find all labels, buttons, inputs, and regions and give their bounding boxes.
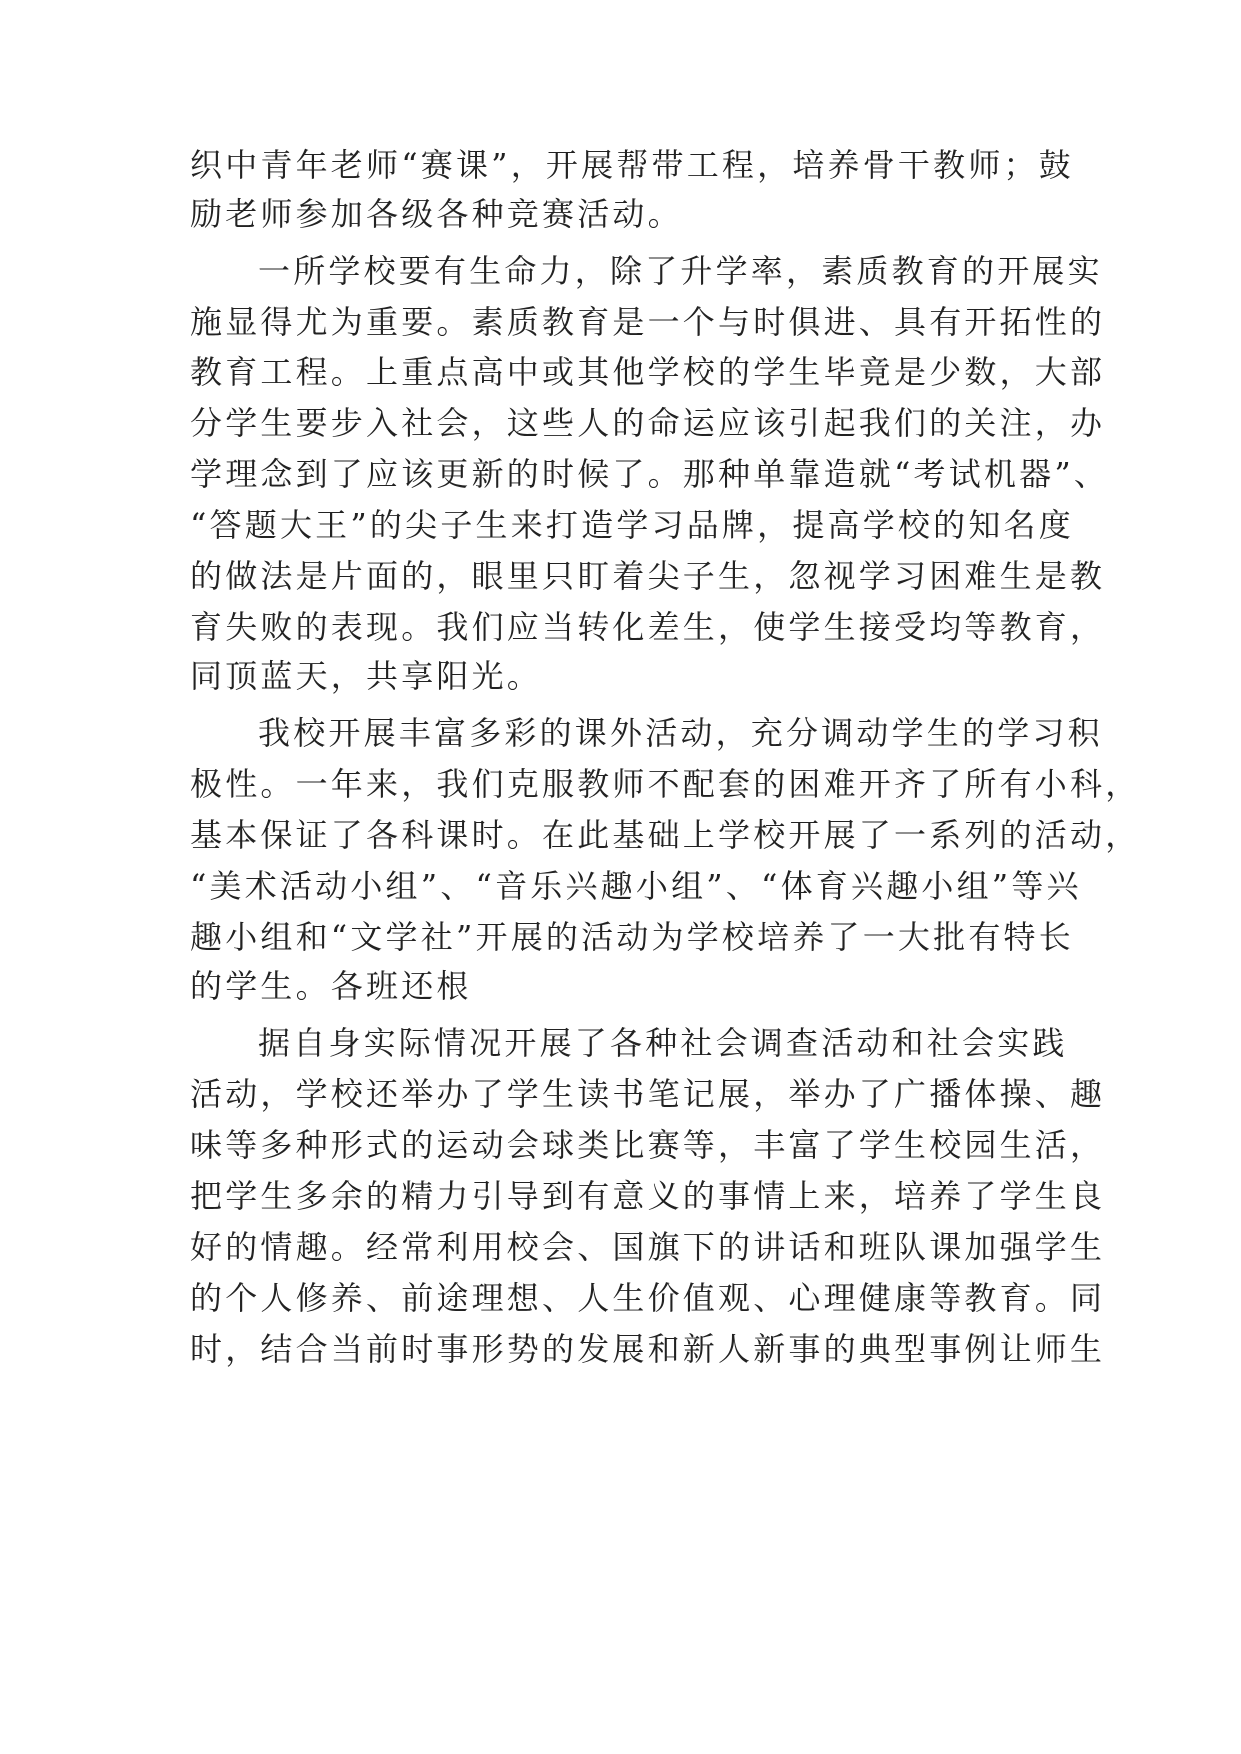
text-line: 育失败的表现。我们应当转化差生，使学生接受均等教育， <box>190 608 1106 646</box>
text-line: 的学生。各班还根 <box>190 967 472 1005</box>
text-line: 基本保证了各科课时。在此基础上学校开展了一系列的活动， <box>190 816 1141 854</box>
text-line: 教育工程。上重点高中或其他学校的学生毕竟是少数，大部 <box>190 353 1106 391</box>
text-line: 好的情趣。经常利用校会、国旗下的讲话和班队课加强学生 <box>190 1228 1106 1266</box>
paragraph-first-line: 一所学校要有生命力，除了升学率，素质教育的开展实 <box>258 252 1103 290</box>
text-line: 极性。一年来，我们克服教师不配套的困难开齐了所有小科， <box>190 765 1141 803</box>
text-line: 同顶蓝天，共享阳光。 <box>190 657 543 695</box>
text-line: 织中青年老师“赛课”，开展帮带工程，培养骨干教师；鼓 <box>190 146 1074 184</box>
paragraph-first-line: 据自身实际情况开展了各种社会调查活动和社会实践 <box>258 1024 1068 1062</box>
text-line: 的个人修养、前途理想、人生价值观、心理健康等教育。同 <box>190 1279 1106 1317</box>
text-line: 分学生要步入社会，这些人的命运应该引起我们的关注，办 <box>190 404 1106 442</box>
text-line: 时，结合当前时事形势的发展和新人新事的典型事例让师生 <box>190 1330 1106 1368</box>
text-line: 施显得尤为重要。素质教育是一个与时俱进、具有开拓性的 <box>190 303 1106 341</box>
paragraph-first-line: 我校开展丰富多彩的课外活动，充分调动学生的学习积 <box>258 714 1103 752</box>
text-line: 的做法是片面的，眼里只盯着尖子生，忽视学习困难生是教 <box>190 557 1106 595</box>
text-line: “美术活动小组”、“音乐兴趣小组”、“体育兴趣小组”等兴 <box>190 867 1082 905</box>
text-line: “答题大王”的尖子生来打造学习品牌，提高学校的知名度 <box>190 506 1074 544</box>
text-line: 学理念到了应该更新的时候了。那种单靠造就“考试机器”、 <box>190 455 1110 493</box>
text-line: 趣小组和“文学社”开展的活动为学校培养了一大批有特长 <box>190 918 1074 956</box>
text-line: 活动，学校还举办了学生读书笔记展，举办了广播体操、趣 <box>190 1075 1106 1113</box>
text-line: 味等多种形式的运动会球类比赛等，丰富了学生校园生活， <box>190 1126 1106 1164</box>
text-line: 励老师参加各级各种竞赛活动。 <box>190 195 683 233</box>
text-line: 把学生多余的精力引导到有意义的事情上来，培养了学生良 <box>190 1177 1106 1215</box>
